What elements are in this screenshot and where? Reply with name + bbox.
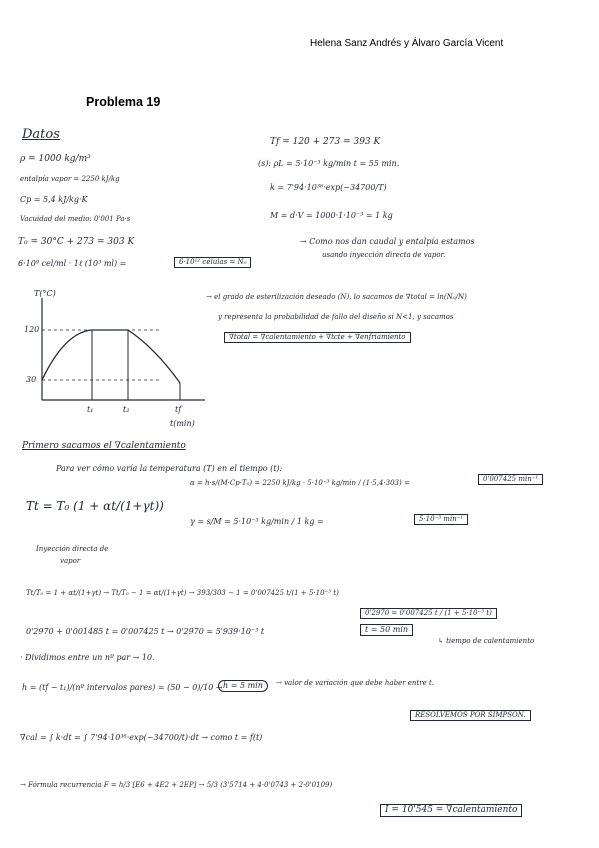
grado-box: ∇total = ∇calentamiento + ∇tcte + ∇enfriamiento [224, 332, 411, 343]
h-equation: h = (tf − t₁)/(nº intervalos pares) = (50 − 0)/10 → [22, 683, 223, 692]
m-line: M = d·V = 1000·1·10⁻³ = 1 kg [270, 211, 393, 220]
formula-line: → Fórmula recurrencia F = h/3 [E6 + 4E2 + 2EP] → 5/3 (3'5714 + 4·0'0743 + 2·0'0109) [20, 781, 333, 789]
contam-box: 6·10¹² células = N₀ [174, 257, 251, 268]
datos-heading: Datos [22, 127, 60, 142]
gamma-box: 5·10⁻³ min⁻¹ [414, 514, 468, 525]
alpha-box: 0'007425 min⁻¹ [478, 474, 543, 485]
graph-x-label: t(min) [170, 419, 195, 428]
t0-line: T₀ = 30°C + 273 = 303 K [18, 237, 135, 247]
inyeccion-line-2: vapor [60, 557, 81, 565]
graph-tf: tf [175, 405, 182, 414]
result-box: I = 10'545 = ∇calentamiento [380, 804, 522, 817]
solve-equation: 0'2970 + 0'001485 t = 0'007425 t → 0'2970 = 5'939·10⁻³ t [26, 627, 265, 636]
tiempo-cal-note: ↳ tiempo de calentamiento [438, 637, 535, 645]
gamma-equation: γ = s/M = 5·10⁻³ kg/min / 1 kg = [190, 517, 324, 526]
ratio-box: 0'2970 = 0'007425 t / (1 + 5·10⁻³ t) [360, 608, 497, 619]
graph-y-label: T(°C) [34, 289, 56, 298]
entalpia-line: entalpía vapor = 2250 kJ/kg [20, 175, 120, 183]
h-note: → valor de variación que debe haber entre t. [276, 679, 435, 687]
handwritten-notes [0, 120, 599, 848]
graph-curve [42, 330, 180, 383]
problem-title: Problema 19 [86, 95, 161, 109]
solve-box: t = 50 min [360, 624, 413, 636]
contam-line: 6·10⁹ cel/ml · 1ℓ (10³ ml) = [18, 259, 127, 268]
rho-line: ρ = 1000 kg/m³ [20, 154, 91, 164]
nabla-equation: ∇cal = ∫ k·dt = ∫ 7'94·10³⁶·exp(−34700/t)·dt → como t = f(t) [20, 733, 263, 742]
temperature-graph [20, 288, 210, 428]
arrow-note-1: → Como nos dan caudal y entalpía estamos [300, 237, 475, 246]
k-line: k = 7'94·10³⁶·exp(−34700/T) [270, 183, 387, 192]
graph-t2: t₂ [123, 405, 130, 414]
simpson-box: RESOLVEMOS POR SIMPSON. [410, 710, 531, 721]
authors-header: Helena Sanz Andrés y Álvaro García Vicent [310, 38, 504, 49]
para-ver-line: Para ver cómo varía la temperatura (T) en el tiempo (t): [56, 464, 283, 473]
graph-t1: t₁ [87, 405, 94, 414]
tt-equation: Tt = T₀ (1 + αt/(1+γt)) [26, 499, 164, 513]
graph-y-bottom: 30 [26, 375, 37, 384]
grado-line-1: → el grado de esterilización deseado (N), lo sacamos de ∇total = ln(N₀/N) [206, 293, 467, 301]
h-box: h = 5 min [218, 680, 268, 692]
alpha-equation: α = h·s/(M·Cp·T₀) = 2250 kJ/kg · 5·10⁻³ kg/min / (1·5,4·303) = [190, 479, 410, 487]
graph-y-top: 120 [24, 325, 40, 334]
grado-line-2: y representa la probabilidad de fallo del diseño si N<1, y sacamos [218, 313, 454, 321]
section2-heading: Primero sacamos el ∇calentamiento [22, 441, 186, 451]
dividimos-line: · Dividimos entre un nº par → 10. [20, 653, 155, 662]
inyeccion-line-1: Inyección directa de [36, 545, 109, 553]
ratio-equation: Tt/T₀ = 1 + αt/(1+γt) → Tt/T₀ − 1 = αt/(1+γt) → 393/303 − 1 = 0'007425 t/(1 + 5·10⁻³ t) [26, 589, 339, 597]
tf-line: Tf = 120 + 273 = 393 K [270, 137, 381, 147]
flow-line: (s): ρL = 5·10⁻³ kg/min t = 55 min. [258, 159, 400, 168]
cp-line: Cp = 5,4 kJ/kg·K [20, 195, 88, 204]
vacuidad-line: Vacuidad del medio: 0'001 Pa·s [20, 215, 131, 223]
arrow-note-2: usando inyección directa de vapor. [322, 251, 446, 259]
